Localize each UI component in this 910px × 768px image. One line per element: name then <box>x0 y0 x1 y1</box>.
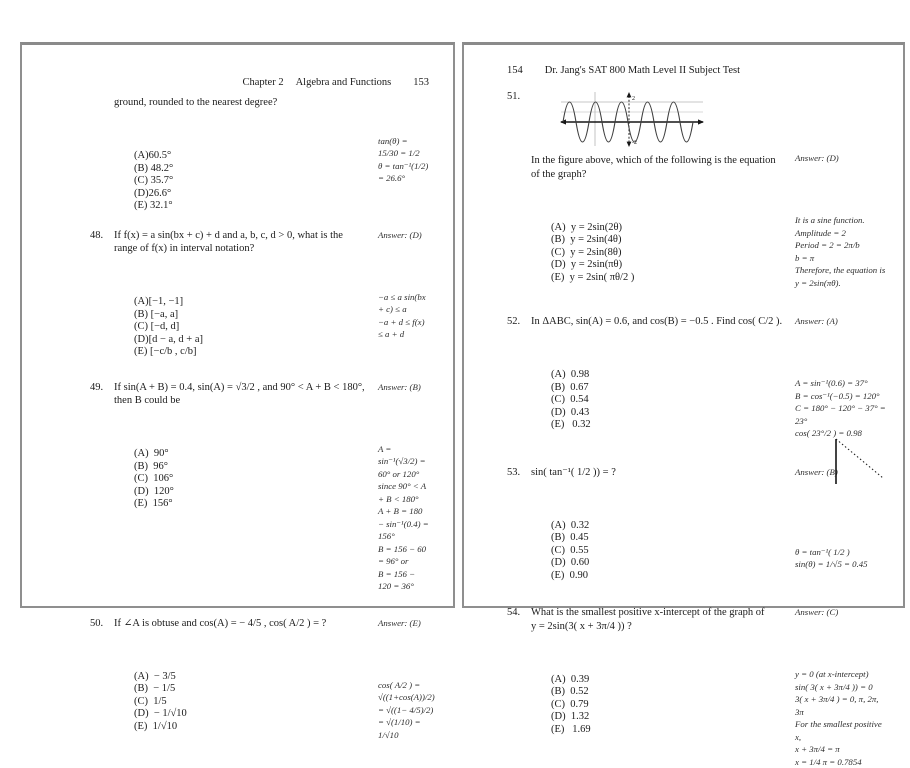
question-47 <box>90 96 429 213</box>
work-line: C = 180° − 120° − 37° = 23° <box>795 402 887 427</box>
answer-column <box>795 90 887 289</box>
option-line: (B) 0.67 <box>551 382 783 395</box>
chapter-title: Algebra and Functions <box>296 77 392 88</box>
question-body <box>114 617 366 734</box>
option-line: (E) 32.1° <box>134 200 366 213</box>
work-line: It is a sine function. <box>795 214 887 227</box>
option-line: (A) y = 2sin(2θ) <box>551 222 783 235</box>
question-stem: What is the smallest positive x-intercept of the graph of <box>531 606 783 620</box>
answer-work <box>795 631 887 768</box>
answer-work <box>378 253 429 341</box>
question-50 <box>90 617 429 742</box>
work-line: A + B = 180 − sin⁻¹(0.4) = 156° <box>378 505 429 543</box>
option-line: (B) 0.45 <box>551 532 783 545</box>
answer-work <box>378 97 429 185</box>
work-line: x + 3π/4 = π <box>795 743 887 756</box>
option-line: (D) − 1/√10 <box>134 708 366 721</box>
options-list <box>134 411 366 511</box>
question-stem: In the figure above, which of the following is the equation of the graph? <box>531 154 783 181</box>
option-line: (A) 0.98 <box>551 369 783 382</box>
option-line: (A) 0.39 <box>551 674 783 687</box>
work-line: θ = tan⁻¹( 1/2 ) <box>795 546 887 559</box>
options-list <box>551 184 783 284</box>
answer-label: Answer: (B) <box>378 381 429 394</box>
answer-column <box>795 606 887 768</box>
page-number: 154 <box>507 65 523 76</box>
question-stem: If ∠A is obtuse and cos(A) = − 4/5 , cos( A/2 ) = ? <box>114 617 366 631</box>
page-number: 153 <box>413 77 429 88</box>
answer-label: Answer: (A) <box>795 315 887 328</box>
answer-label: Answer: (C) <box>795 606 887 619</box>
book-page-left <box>20 42 455 608</box>
work-line: B = cos⁻¹(−0.5) = 120° <box>795 390 887 403</box>
work-line: cos( A/2 ) = √((1+cos(A))/2) = √((1− 4/5)/2) = √(1/10) = <box>378 679 435 729</box>
option-line: (E) 1/√10 <box>134 721 366 734</box>
work-line: A = sin⁻¹(0.6) = 37° <box>795 377 887 390</box>
left-page-header <box>90 77 429 88</box>
work-line: x = 1/4 π = 0.7854 <box>795 756 887 768</box>
work-line: sin( 3( x + 3π/4 )) = 0 <box>795 681 887 694</box>
question-number: 52. <box>507 315 531 329</box>
answer-work <box>795 340 887 440</box>
option-line: (D) 0.60 <box>551 557 783 570</box>
work-line: −a ≤ a sin(bx + c) ≤ a <box>378 291 429 316</box>
answer-work <box>378 405 429 593</box>
option-line: (D) 1.32 <box>551 711 783 724</box>
option-line: (B) [−a, a] <box>134 309 366 322</box>
question-body <box>114 381 366 511</box>
work-line: B = 156 − 120 = 36° <box>378 568 429 593</box>
answer-column <box>795 466 887 571</box>
work-line: cos( 23°/2 ) = 0.98 <box>795 427 887 440</box>
option-line: (B) 48.2° <box>134 163 366 176</box>
question-body <box>114 229 366 359</box>
option-line: (E) [−c/b , c/b] <box>134 346 366 359</box>
option-line: (D) y = 2sin(πθ) <box>551 259 783 272</box>
option-line: (C) 0.55 <box>551 545 783 558</box>
options-list <box>551 332 783 432</box>
question-body <box>531 466 783 583</box>
answer-work <box>795 508 887 571</box>
right-triangle-figure <box>829 436 887 488</box>
question-body <box>531 606 783 736</box>
question-stem: If f(x) = a sin(bx + c) + d and a, b, c, d > 0, what is the range of f(x) in interval notation? <box>114 229 366 256</box>
answer-label: Answer: (D) <box>378 229 429 242</box>
option-line: (D)26.6° <box>134 188 366 201</box>
option-line: (C) 35.7° <box>134 175 366 188</box>
work-line: 1/√10 <box>378 729 435 742</box>
option-line: (D)[d − a, d + a] <box>134 334 366 347</box>
question-48 <box>90 229 429 359</box>
question-number: 54. <box>507 606 531 620</box>
answer-column <box>378 381 429 593</box>
question-51 <box>507 90 887 289</box>
option-line: (E) 1.69 <box>551 724 783 737</box>
question-52 <box>507 315 887 440</box>
question-body <box>114 96 366 213</box>
y-min-label: -2 <box>632 140 637 146</box>
option-line: (C) y = 2sin(8θ) <box>551 247 783 260</box>
option-line: (A) 90° <box>134 448 366 461</box>
work-line: For the smallest positive x, <box>795 718 887 743</box>
answer-column <box>378 229 429 341</box>
option-line: (D) 0.43 <box>551 407 783 420</box>
option-line: (B) 0.52 <box>551 686 783 699</box>
option-line: (A) − 3/5 <box>134 671 366 684</box>
answer-label: Answer: (D) <box>795 152 887 165</box>
option-line: (C) [−d, d] <box>134 321 366 334</box>
option-line: (B) − 1/5 <box>134 683 366 696</box>
option-line: (E) y = 2sin( πθ/2 ) <box>551 272 783 285</box>
question-number: 48. <box>90 229 114 243</box>
option-line: (D) 120° <box>134 486 366 499</box>
x-axis-right-arrow-icon <box>698 119 704 124</box>
question-54 <box>507 606 887 768</box>
option-line: (E) 0.32 <box>551 419 783 432</box>
question-number: 53. <box>507 466 531 480</box>
options-list <box>134 113 366 213</box>
chapter-label: Chapter 2 <box>242 77 283 88</box>
question-stem: If sin(A + B) = 0.4, sin(A) = √3/2 , and 90° < A + B < 180°, then B could be <box>114 381 366 408</box>
option-line: (C) 106° <box>134 473 366 486</box>
question-number: 51. <box>507 90 531 104</box>
answer-label: Answer: (E) <box>378 617 435 630</box>
question-stem: ground, rounded to the nearest degree? <box>114 96 366 110</box>
options-list <box>551 636 783 736</box>
work-line: A = sin⁻¹(√3/2) = 60° or 120° <box>378 443 429 481</box>
y-axis-down-arrow-icon <box>627 142 632 147</box>
answer-label: Answer: (B) <box>795 466 887 479</box>
question-body <box>531 90 783 284</box>
options-list <box>551 482 783 582</box>
answer-column <box>378 96 429 185</box>
option-line: (B) y = 2sin(4θ) <box>551 234 783 247</box>
question-number: 49. <box>90 381 114 395</box>
option-line: (C) 0.79 <box>551 699 783 712</box>
option-line: (A)[−1, −1] <box>134 296 366 309</box>
answer-work <box>795 177 887 290</box>
work-line: sin(θ) = 1/√5 = 0.45 <box>795 558 887 571</box>
option-line: (B) 96° <box>134 461 366 474</box>
work-line: Amplitude = 2 <box>795 227 887 240</box>
work-line: 3( x + 3π/4 ) = 0, π, 2π, 3π <box>795 693 887 718</box>
answer-column <box>378 617 435 742</box>
question-number: 50. <box>90 617 114 631</box>
options-list <box>134 259 366 359</box>
option-line: (C) 0.54 <box>551 394 783 407</box>
work-line: Therefore, the equation is y = 2sin(πθ). <box>795 264 887 289</box>
question-53 <box>507 466 887 583</box>
book-page-right <box>462 42 905 608</box>
question-body <box>531 315 783 432</box>
work-line: θ = tan⁻¹(1/2) = 26.6° <box>378 160 429 185</box>
work-line: Period = 2 = 2π/b <box>795 239 887 252</box>
y-max-label: 2 <box>632 96 635 102</box>
answer-work <box>378 641 435 741</box>
work-line: B = 156 − 60 = 96° or <box>378 543 429 568</box>
question-stem: In ΔABC, sin(A) = 0.6, and cos(B) = −0.5 . Find cos( C/2 ). <box>531 315 783 329</box>
y-axis-up-arrow-icon <box>627 92 632 97</box>
sine-wave-figure <box>557 90 707 148</box>
right-page-header <box>507 65 887 76</box>
option-line: (C) 1/5 <box>134 696 366 709</box>
work-line: tan(θ) = 15/30 = 1/2 <box>378 135 429 160</box>
option-line: (A)60.5° <box>134 150 366 163</box>
book-title: Dr. Jang's SAT 800 Math Level II Subject Test <box>545 65 740 76</box>
question-49 <box>90 381 429 593</box>
work-line: b = π <box>795 252 887 265</box>
option-line: (E) 0.90 <box>551 570 783 583</box>
work-line: y = 0 (at x-intercept) <box>795 668 887 681</box>
option-line: (E) 156° <box>134 498 366 511</box>
work-line: since 90° < A + B < 180° <box>378 480 429 505</box>
question-equation: y = 2sin(3( x + 3π/4 )) ? <box>531 620 783 634</box>
option-line: (A) 0.32 <box>551 520 783 533</box>
question-stem: sin( tan⁻¹( 1/2 )) = ? <box>531 466 783 480</box>
options-list <box>134 633 366 733</box>
answer-column <box>795 315 887 440</box>
work-line: −a + d ≤ f(x) ≤ a + d <box>378 316 429 341</box>
